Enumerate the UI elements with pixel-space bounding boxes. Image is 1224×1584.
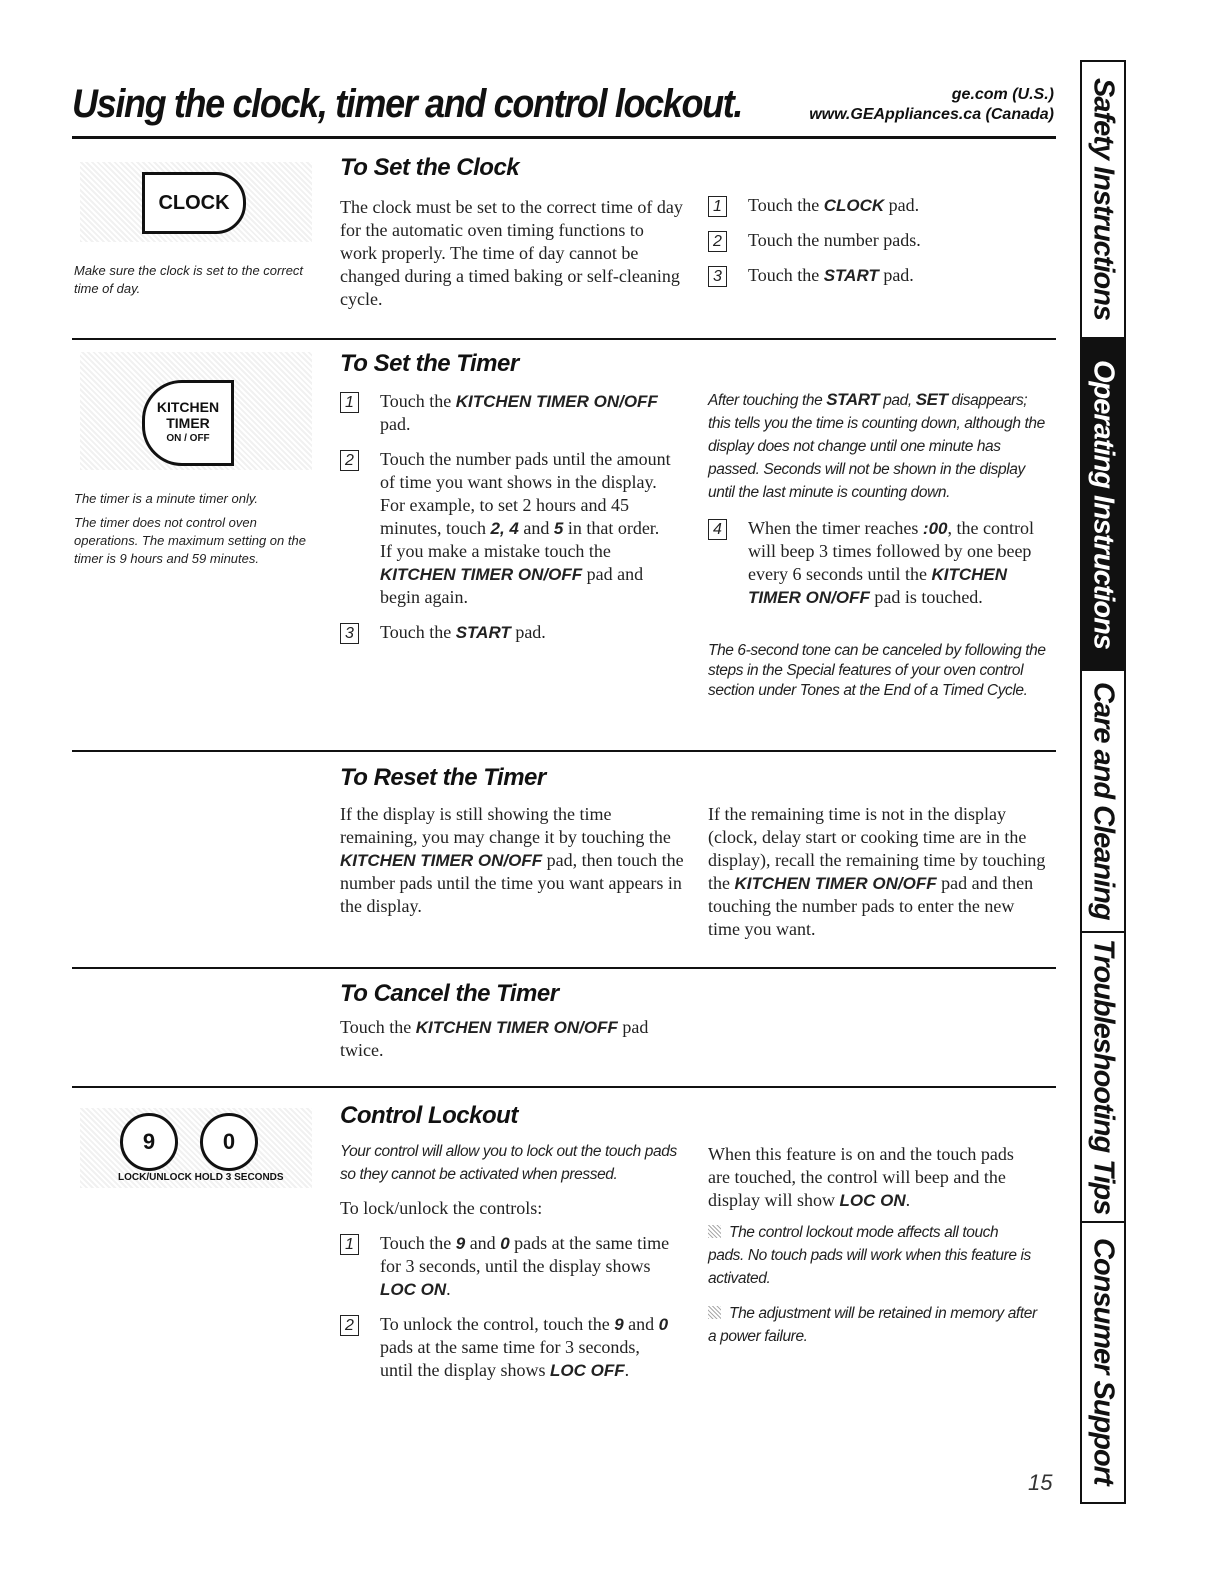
pad-0-icon: 0 bbox=[200, 1113, 258, 1171]
step-number: 2 bbox=[340, 1315, 359, 1336]
cancel-heading: To Cancel the Timer bbox=[340, 980, 559, 1007]
timer-note-1: After touching the START pad, SET disappears; this tells you the time is counting down, although the display does not change until one minute has passed. Seconds will not be shown in the display until the last minute is counting down. bbox=[708, 390, 1045, 501]
step-number: 2 bbox=[340, 450, 359, 471]
site-us: ge.com (U.S.) bbox=[951, 86, 1054, 103]
tab-consumer-support[interactable]: Consumer Support bbox=[1087, 1238, 1120, 1485]
reset-paragraph-2: If the remaining time is not in the display (clock, delay start or cooking time are in the display), recall the remaining time by touching the KITCHEN TIMER ON/OFF pad and then touching the number pads to enter the new time you want. bbox=[708, 804, 1046, 939]
step-number: 3 bbox=[340, 623, 359, 644]
section-rule bbox=[72, 967, 1056, 969]
lockout-heading: Control Lockout bbox=[340, 1102, 518, 1129]
bullet-icon bbox=[708, 1225, 721, 1238]
clock-pad-icon: CLOCK bbox=[142, 172, 246, 234]
section-rule bbox=[72, 1086, 1056, 1088]
step-number: 2 bbox=[708, 231, 727, 252]
step-number: 1 bbox=[340, 392, 359, 413]
timer-note-2: The 6-second tone can be canceled by following the steps in the Special features of your oven control section under Tones at the End of a Timed Cycle. bbox=[708, 642, 1046, 699]
lockout-right-paragraph: When this feature is on and the touch pads are touched, the control will beep and the display will show LOC ON. bbox=[708, 1144, 1014, 1210]
tab-care-and-cleaning[interactable]: Care and Cleaning bbox=[1082, 671, 1124, 933]
lockout-lead: To lock/unlock the controls: bbox=[340, 1198, 543, 1218]
timer-heading: To Set the Timer bbox=[340, 350, 519, 377]
page-title: Using the clock, timer and control lockout. bbox=[72, 82, 743, 126]
step-number: 4 bbox=[708, 519, 727, 540]
section-tabs bbox=[1080, 60, 1126, 1504]
tab-safety-instructions[interactable]: Safety Instructions bbox=[1082, 62, 1124, 339]
lockout-intro: Your control will allow you to lock out the touch pads so they cannot be activated when pressed. bbox=[340, 1143, 677, 1183]
section-rule bbox=[72, 750, 1056, 752]
lockout-pad-caption: LOCK/UNLOCK HOLD 3 SECONDS bbox=[118, 1172, 284, 1183]
timer-caption-1: The timer is a minute timer only. bbox=[74, 491, 258, 506]
bullet-icon bbox=[708, 1306, 721, 1319]
step-number: 1 bbox=[708, 196, 727, 217]
page-number: 15 bbox=[1028, 1470, 1053, 1495]
clock-heading: To Set the Clock bbox=[340, 154, 520, 181]
pad-9-icon: 9 bbox=[120, 1113, 178, 1171]
lockout-bullet-2: The adjustment will be retained in memory after a power failure. bbox=[708, 1305, 1037, 1345]
section-rule bbox=[72, 338, 1056, 340]
cancel-paragraph: Touch the KITCHEN TIMER ON/OFF pad twice. bbox=[340, 1017, 649, 1060]
step-number: 3 bbox=[708, 266, 727, 287]
reset-heading: To Reset the Timer bbox=[340, 764, 546, 791]
kitchen-timer-pad-icon: KITCHEN TIMER ON / OFF bbox=[142, 380, 234, 466]
clock-intro: The clock must be set to the correct time of day for the automatic oven timing functions to work properly. The time of day cannot be changed during a timed baking or self-cleaning cycle. bbox=[340, 197, 683, 309]
clock-caption: Make sure the clock is set to the correct time of day. bbox=[74, 263, 304, 296]
timer-caption-2: The timer does not control oven operations. The maximum setting on the timer is 9 hours and 59 minutes. bbox=[74, 515, 306, 566]
reset-paragraph-1: If the display is still showing the time remaining, you may change it by touching the KITCHEN TIMER ON/OFF pad, then touch the number pads until the time you want appears in the display. bbox=[340, 804, 684, 916]
header-rule bbox=[72, 136, 1056, 139]
step-number: 1 bbox=[340, 1234, 359, 1255]
site-canada: www.GEAppliances.ca (Canada) bbox=[809, 106, 1054, 123]
tab-troubleshooting-tips[interactable]: Troubleshooting Tips bbox=[1082, 933, 1124, 1223]
lockout-bullet-1: The control lockout mode affects all touch pads. No touch pads will work when this feature is activated. bbox=[708, 1224, 1031, 1287]
tab-operating-instructions[interactable]: Operating Instructions bbox=[1082, 339, 1124, 671]
